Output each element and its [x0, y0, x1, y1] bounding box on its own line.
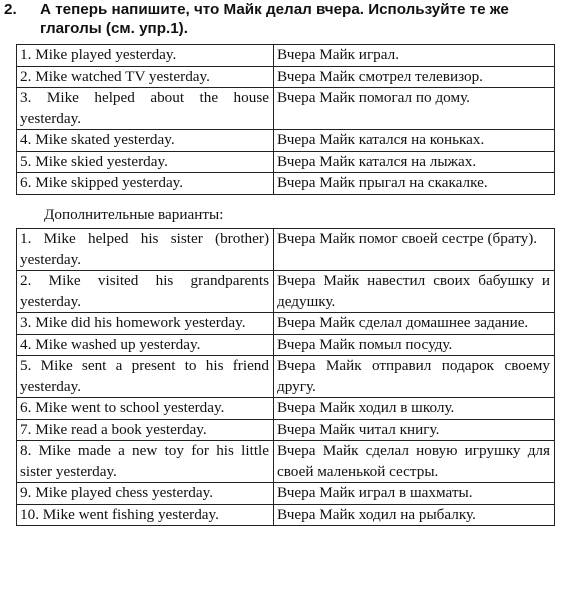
russian-translation: Вчера Майк читал книгу. — [274, 419, 555, 441]
russian-translation: Вчера Майк ходил в школу. — [274, 398, 555, 420]
table-row — [17, 88, 555, 130]
english-sentence: 9. Mike played chess yesterday. — [17, 483, 274, 505]
russian-translation: Вчера Майк играл. — [274, 45, 555, 67]
english-sentence: 5. Mike sent a present to his friend yesterday. — [17, 356, 274, 398]
english-sentence: 5. Mike skied yesterday. — [17, 151, 274, 173]
task-instruction-line-1: А теперь напишите, что Майк делал вчера. Используйте те же — [40, 1, 509, 18]
table-row — [17, 45, 555, 67]
english-sentence: 8. Mike made a new toy for his little sister yesterday. — [17, 441, 274, 483]
table-row — [17, 229, 555, 271]
russian-translation: Вчера Майк сделал домашнее задание. — [274, 313, 555, 335]
russian-translation: Вчера Майк помыл посуду. — [274, 334, 555, 356]
russian-translation: Вчера Майк катался на коньках. — [274, 130, 555, 152]
english-sentence: 2. Mike visited his grandparents yesterday. — [17, 271, 274, 313]
table-row — [17, 130, 555, 152]
russian-translation: Вчера Майк навестил своих бабушку и дедушку. — [274, 271, 555, 313]
english-sentence: 1. Mike played yesterday. — [17, 45, 274, 67]
english-sentence: 3. Mike did his homework yesterday. — [17, 313, 274, 335]
russian-translation: Вчера Майк смотрел телевизор. — [274, 66, 555, 88]
russian-translation: Вчера Майк помогал по дому. — [274, 88, 555, 130]
russian-translation: Вчера Майк ходил на рыбалку. — [274, 504, 555, 526]
task-heading-line-1 — [4, 0, 564, 19]
extra-variants-label: Дополнительные варианты: — [44, 206, 224, 223]
task-instruction-line-2: глаголы (см. упр.1). — [40, 20, 188, 37]
table-row — [17, 483, 555, 505]
english-sentence: 6. Mike went to school yesterday. — [17, 398, 274, 420]
russian-translation: Вчера Майк сделал новую игрушку для своей маленькой сестры. — [274, 441, 555, 483]
table-row — [17, 441, 555, 483]
russian-translation: Вчера Майк играл в шахматы. — [274, 483, 555, 505]
table-row — [17, 398, 555, 420]
table-row — [17, 66, 555, 88]
english-sentence: 10. Mike went fishing yesterday. — [17, 504, 274, 526]
english-sentence: 7. Mike read a book yesterday. — [17, 419, 274, 441]
answers-table-main — [16, 44, 555, 195]
table-row — [17, 419, 555, 441]
task-number: 2. — [4, 1, 17, 18]
table-row — [17, 271, 555, 313]
russian-translation: Вчера Майк прыгал на скакалке. — [274, 173, 555, 195]
russian-translation: Вчера Майк катался на лыжах. — [274, 151, 555, 173]
table-row — [17, 356, 555, 398]
table-row — [17, 173, 555, 195]
table-row — [17, 151, 555, 173]
english-sentence: 1. Mike helped his sister (brother) yesterday. — [17, 229, 274, 271]
russian-translation: Вчера Майк отправил подарок своему другу. — [274, 356, 555, 398]
english-sentence: 4. Mike washed up yesterday. — [17, 334, 274, 356]
russian-translation: Вчера Майк помог своей сестре (брату). — [274, 229, 555, 271]
table-row — [17, 334, 555, 356]
table-row — [17, 504, 555, 526]
english-sentence: 2. Mike watched TV yesterday. — [17, 66, 274, 88]
english-sentence: 4. Mike skated yesterday. — [17, 130, 274, 152]
english-sentence: 6. Mike skipped yesterday. — [17, 173, 274, 195]
english-sentence: 3. Mike helped about the house yesterday. — [17, 88, 274, 130]
task-heading — [4, 0, 564, 38]
answers-table-extra — [16, 228, 555, 526]
table-row — [17, 313, 555, 335]
